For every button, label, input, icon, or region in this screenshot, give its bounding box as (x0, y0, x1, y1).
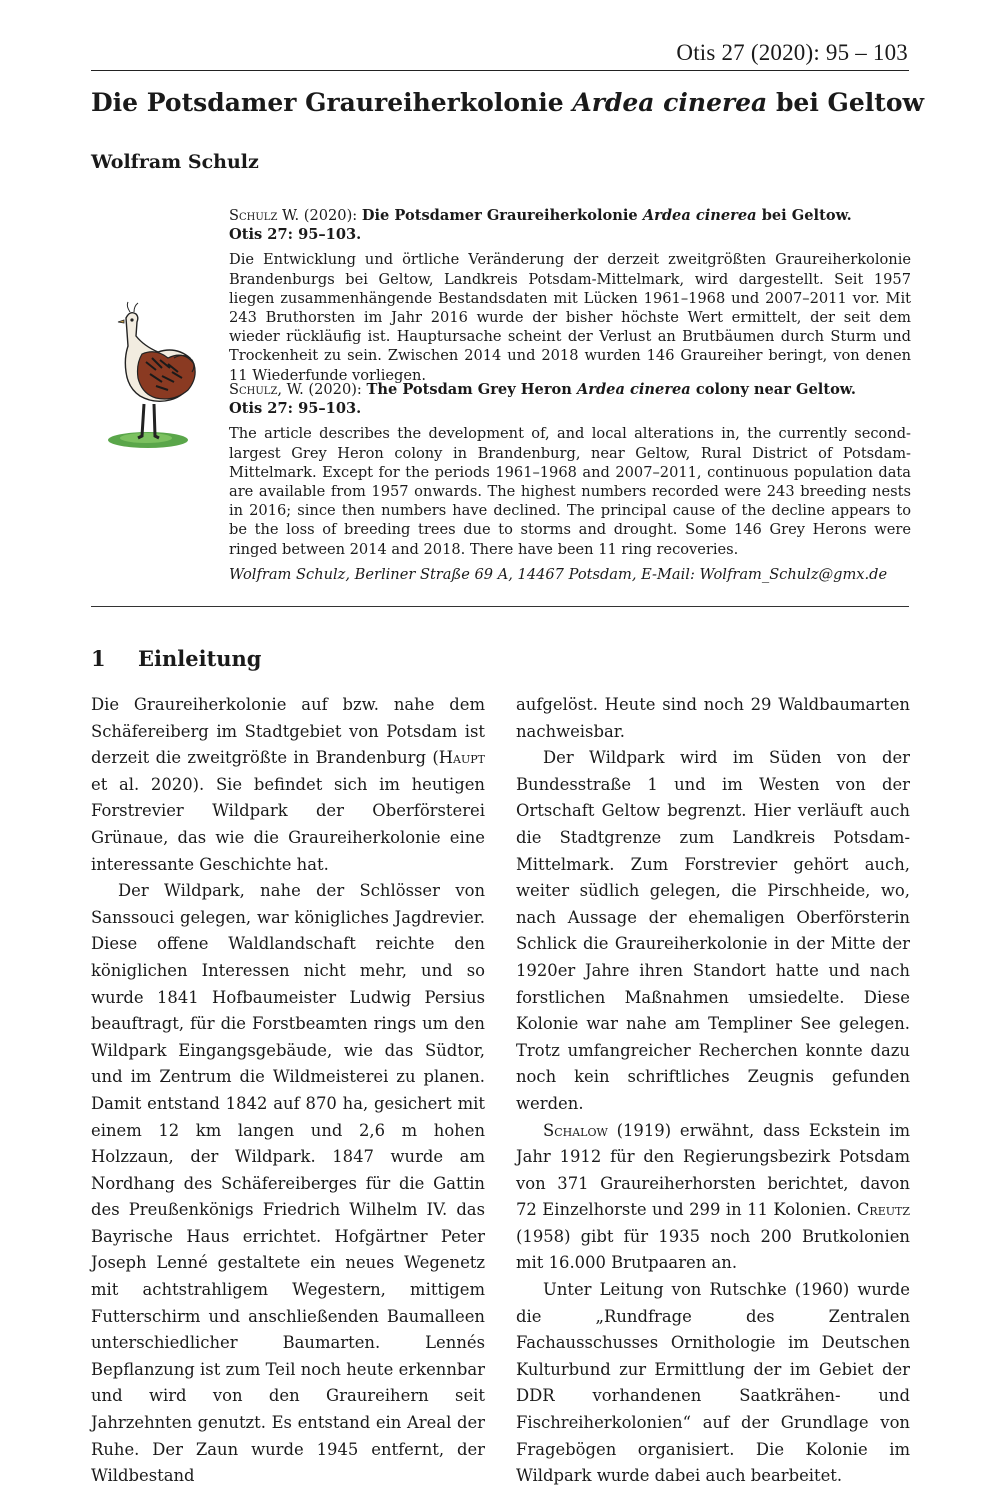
abstract-german (229, 206, 911, 385)
abstract-german-citation: Schulz W. (2020): Die Potsdamer Graureiherkolonie Ardea cinerea bei Geltow. Otis 27: 95–103. (229, 207, 852, 244)
bustard-logo (106, 300, 200, 450)
paragraph: aufgelöst. Heute sind noch 29 Waldbaumarten nachweisbar. (516, 695, 910, 741)
section-heading (91, 646, 262, 671)
section-number: 1 (91, 646, 106, 671)
body-column-left (91, 692, 485, 1490)
author-address: Wolfram Schulz, Berliner Straße 69 A, 14467 Potsdam, E-Mail: Wolfram_Schulz@gmx.de (229, 565, 888, 583)
paragraph: Der Wildpark, nahe der Schlösser von Sanssouci gelegen, war königliches Jagdrevier. Diese offene Waldlandschaft reichte den königlichen Interessen nicht mehr, und so wurde 1841 Hofbaumeister Ludwig Persius beauftragt, für die Forstbeamten rings um den Wildpark Eingangsgebäude, wie das Südtor, und im Zentrum die Wildmeisterei zu planen. Damit entstand 1842 auf 870 ha, gesichert mit einem 12 km langen und 2,6 m hohen Holzzaun, der Wildpark. 1847 wurde am Nordhang des Schäfereiberges für die Gattin des Preußenkönigs Friedrich Wilhelm IV. das Bayrische Haus errichtet. Hofgärtner Peter Joseph Lenné gestaltete ein neues Wegenetz mit achtstrahligem Wegestern, mittigem Futterschirm und anschließenden Baumalleen unterschiedlicher Baumarten. Lennés Bepflanzung ist zum Teil noch heute erkennbar und wird von den Graureihern seit Jahrzehnten genutzt. Es entstand ein Areal der Ruhe. Der Zaun wurde 1945 entfernt, der Wildbestand (91, 881, 485, 1486)
abstract-rule (91, 606, 909, 607)
body-column-right (516, 692, 910, 1490)
abstract-english-text: The article describes the development of, and local alterations in, the currently second-largest Grey Heron colony in Brandenburg, near Geltow, Rural District of Potsdam-Mittelmark. Except for the periods 1961–1968 and 2007–2011, continuous population data are available from 1957 onwards. The highest numbers recorded were 243 breeding nests in 2016; since then numbers have declined. The principal cause of the decline appears to be the loss of breeding trees due to storms and drought. Some 146 Grey Herons were ringed between 2014 and 2018. There have been 11 ring recoveries. (229, 425, 911, 558)
abstract-german-text: Die Entwicklung und örtliche Veränderung der derzeit zweitgrößten Graureiherkolonie Brandenburgs bei Geltow, Landkreis Potsdam-Mittelmark, wird dargestellt. Seit 1957 liegen zusammenhängende Bestandsdaten mit Lücken 1961–1968 und 2007–2011 vor. Mit 243 Bruthorsten im Jahr 2016 wurde der bisher höchste Wert ermittelt, der seit dem wieder rückläufig ist. Hauptursache scheint der Verlust an Brutbäumen durch Sturm und Trockenheit zu sein. Zwischen 2014 und 2018 wurden 146 Graureiher beringt, von denen 11 Wiederfunde vorliegen. (229, 251, 911, 384)
paragraph: Unter Leitung von Rutschke (1960) wurde die „Rundfrage des Zentralen Fachausschusses Ornithologie im Deutschen Kulturbund zur Ermittlung der im Gebiet der DDR vorhandenen Saatkrähen- und Fischreiherkolonien“ auf der Grundlage von Fragebögen organisiert. Die Kolonie im Wildpark wurde dabei auch bearbeitet. (516, 1280, 910, 1486)
abstract-english (229, 380, 911, 584)
paragraph: Der Wildpark wird im Süden von der Bundesstraße 1 und im Westen von der Ortschaft Geltow begrenzt. Hier verläuft auch die Stadtgrenze zum Landkreis Potsdam-Mittelmark. Zum Forstrevier gehört auch, weiter südlich gelegen, die Pirschheide, wo, nach Aussage der ehemaligen Oberförsterin Schlick die Graureiherkolonie in der Mitte der 1920er Jahre ihren Standort hatte und nach forstlichen Maßnahmen umsiedelte. Diese Kolonie war nahe am Templiner See gelegen. Trotz umfangreicher Recherchen konnte dazu noch kein schriftliches Zeugnis gefunden werden. (516, 748, 910, 1113)
article-title: Die Potsdamer Graureiherkolonie Ardea cinerea bei Geltow (91, 88, 925, 117)
abstract-english-citation: Schulz, W. (2020): The Potsdam Grey Heron Ardea cinerea colony near Geltow. Otis 27: 95–103. (229, 381, 856, 418)
header-rule (91, 70, 909, 71)
paragraph: Schalow (1919) erwähnt, dass Eckstein im Jahr 1912 für den Regierungsbezirk Potsdam von 371 Graureiherhorsten berichtet, davon 72 Einzelhorste und 299 in 11 Kolonien. Creutz (1958) gibt für 1935 noch 200 Brutkolonien mit 16.000 Brutpaaren an. (516, 1120, 910, 1273)
section-title: Einleitung (138, 646, 262, 671)
paragraph: Die Graureiherkolonie auf bzw. nahe dem Schäfereiberg im Stadtgebiet von Potsdam ist derzeit die zweitgrößte in Brandenburg (Haupt et al. 2020). Sie befindet sich im heutigen Forstrevier Wildpark der Oberförsterei Grünaue, das wie die Graureiherkolonie eine interessante Geschichte hat. (91, 695, 485, 874)
journal-citation: Otis 27 (2020): 95 – 103 (676, 40, 908, 65)
article-author: Wolfram Schulz (91, 151, 259, 173)
